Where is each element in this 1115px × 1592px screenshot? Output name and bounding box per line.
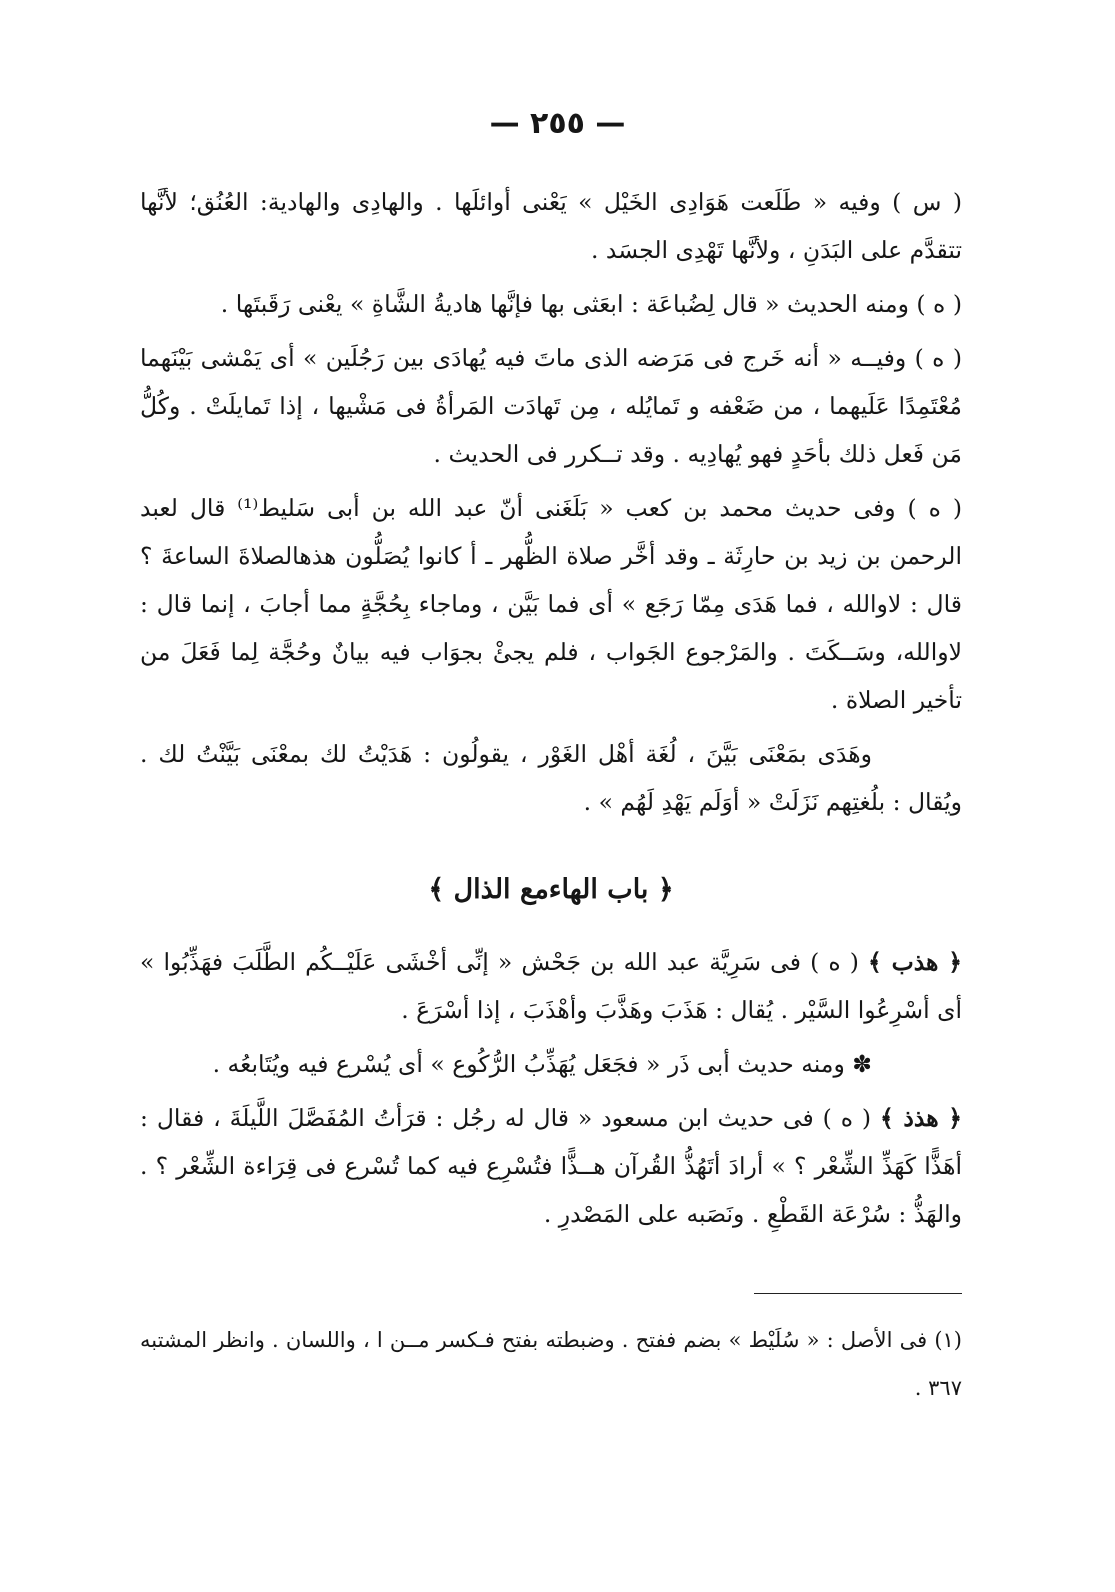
entry-head: ﴿ هذب ﴾ (868, 948, 962, 976)
entry-text: ✽ ومنه حديث أبى ذَر « فجَعَل يُهَذِّبُ الرُّكُوع » أى يُسْرع فيه ويُتَابعُه . (212, 1050, 872, 1078)
entry-head: ﴿ هذذ ﴾ (880, 1104, 962, 1132)
section-heading: ﴿ باب الهاءمع الذال ﴾ (428, 874, 674, 905)
main-text (140, 178, 962, 1244)
entry (140, 938, 962, 1034)
paragraph: ( ه ) وفيــه « أنه خَرج فى مَرَضه الذى ماتَ فيه يُهادَى بين رَجُلَين » أى يَمْشى بَيْنَهما مُعْتَمِدًا عَلَيهما ، من ضَعْفه و تَمايُله ، مِن تَهادَت المَرأةُ فى مَشْيها ، إذا تَمايلَتْ . وكُلُّ مَن فَعل ذلك بأحَدٍ فهو يُهادِيه . وقد تــكرر فى الحديث . (140, 344, 962, 468)
paragraph: ( ه ) وفى حديث محمد بن كعب « بَلَغَنى أنّ عبد الله بن أبى سَليط⁽¹⁾ قال لعبد الرحمن بن زيد بن حارِثَة ـ وقد أخَّر صلاة الظُّهر ـ أ كانوا يُصَلُّون هذهالصلاةَ الساعةَ ؟ قال : لاوالله ، فما هَدَى مِمّا رَجَع » أى فما بَيَّن ، وماجاء بِحُجَّةٍ مما أجابَ ، إنما قال : لاوالله، وسَــكَتَ . والمَرْجوع الجَواب ، فلم يجئْ بجوَاب فيه بيانٌ وحُجَّة لِما فَعَلَ من تأخير الصلاة . (140, 494, 963, 714)
paragraph: ( ه ) ومنه الحديث « قال لِضُباعَة : ابعَثى بها فإنَّها هاديةُ الشَّاةِ » يعْنى رَقَبتَها . (220, 290, 962, 318)
entry-text: ( ه ) فى حديث ابن مسعود « قال له رجُل : قرَأتُ المُفَصَّلَ اللَّيلَةَ ، فقال : أهَذًّا كَهَذِّ الشِّعْر ؟ » أرادَ أتَهُذُّ القُرآن هــذًّا فتُسْرِع فيه كما تُسْرع فى قِرَاءة الشِّعْر ؟ . والهَذُّ : سُرْعَة القَطْعِ . ونَصَبه على المَصْدرِ . (140, 1104, 962, 1228)
page-number: — ٢٥٥ — (489, 106, 626, 141)
footnote (140, 1316, 962, 1412)
paragraph: ( س ) وفيه « طَلَعت هَوَادِى الخَيْل » يَعْنى أوائلَها . والهادِى والهادية: العُنُق؛ لأنَّها تتقدَّم على البَدَنِ ، ولأنَّها تَهْدِى الجسَد . (140, 188, 962, 264)
footnote-divider (754, 1293, 962, 1294)
entry-text: ( ه ) فى سَرِيَّة عبد الله بن جَحْش « إنِّى أخْشَى عَلَيْــكُم الطَّلَبَ فهَذِّبُوا » أى أسْرِعُوا السَّيْر . يُقال : هَذَبَ وهَذَّبَ وأهْذَبَ ، إذا أسْرَعَ . (140, 948, 962, 1024)
footnote-text: (١) فى الأصل : « سُلَيْط » بضم ففتح . وضبطته بفتح فـكسر مــن ا ، واللسان . وانظر المشتبه ٣٦٧ . (140, 1328, 962, 1400)
entry (140, 1040, 962, 1088)
paragraph: وهَدَى بمَعْنَى بَيَّنَ ، لُغَة أهْل الغَوْر ، يقولُون : هَدَيْتُ لك بمعْنَى بَيَّنْتُ لك . ويُقال : بلُغتِهم نَزَلَتْ « أوَلَم يَهْدِ لَهُم » . (140, 740, 962, 816)
entry (140, 1094, 962, 1238)
